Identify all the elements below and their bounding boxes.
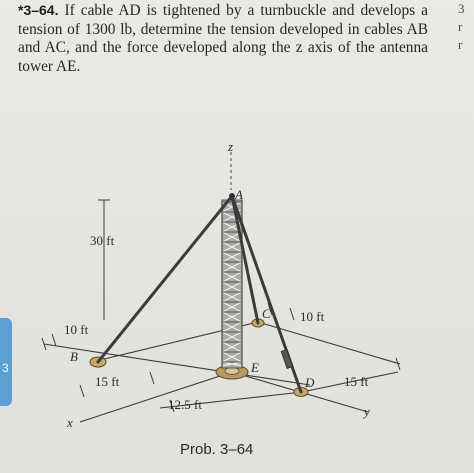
point-a-label: A (235, 187, 243, 202)
d-y-dimension-label: 15 ft (344, 374, 369, 389)
cable-ab (98, 196, 232, 362)
ground-line-b (44, 344, 310, 385)
turnbuckle (281, 350, 293, 369)
tower-base-center (225, 368, 239, 375)
b-offset-dimension-label: 10 ft (64, 322, 89, 337)
cables (98, 196, 301, 392)
problem-number: *3–64. (18, 2, 59, 18)
edge-char-1: 3 (458, 1, 465, 16)
z-axis-label: z (228, 139, 234, 154)
tick-b-offset-2 (52, 334, 56, 346)
point-d-label: D (305, 375, 315, 390)
d-x-dimension-label: 12.5 ft (168, 397, 202, 412)
problem-text: If cable AD is tightened by a turnbuckle and develops a tension of 1300 lb, determine the tension developed in cables AB and AC, and the force developed along the z axis of the antenna tower AE. (18, 2, 428, 75)
point-c-label: C (262, 306, 271, 321)
b-x-dimension-label: 15 ft (95, 374, 120, 389)
height-dimension-label: 30 ft (90, 233, 115, 248)
edge-char-2: r (458, 19, 463, 34)
tick-c-offset-2 (290, 308, 294, 320)
figure-caption: Prob. 3–64 (180, 441, 254, 458)
tick-b-x-2 (150, 372, 154, 384)
edge-char-3: r (458, 37, 463, 52)
side-tab-label: 3 (2, 361, 9, 375)
x-axis-label: x (67, 415, 73, 430)
point-b-label: B (70, 349, 78, 364)
point-e-label: E (251, 360, 259, 375)
y-axis-label: y (364, 404, 370, 419)
tick-b-x (80, 385, 84, 397)
c-offset-dimension-label: 10 ft (300, 309, 325, 324)
